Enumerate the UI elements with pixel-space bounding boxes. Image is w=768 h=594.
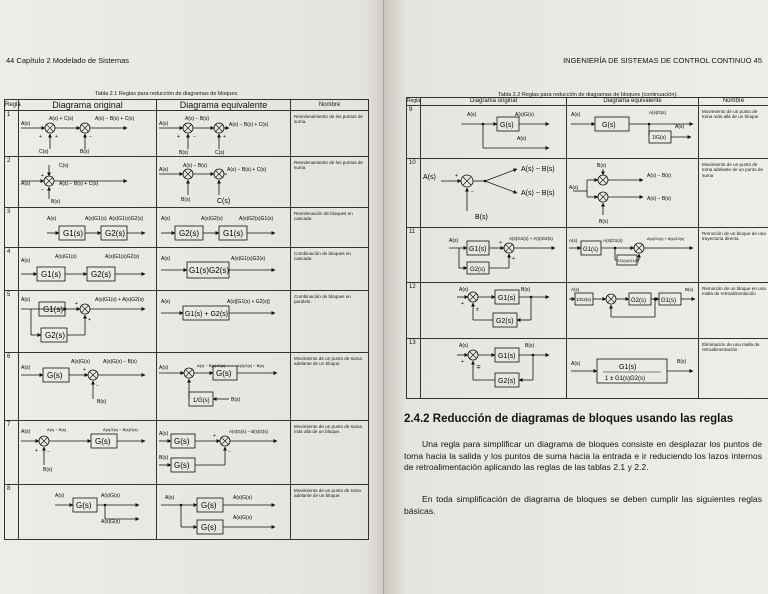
section-title: 2.4.2 Reducción de diagramas de bloques usando las reglas	[404, 413, 734, 425]
signal-label: A(s)	[571, 361, 581, 367]
equivalent-diagram	[567, 106, 699, 159]
diagram-rule-8-original	[19, 485, 157, 539]
signal-label: G2(s)	[470, 267, 485, 273]
signal-label: B(s)	[525, 343, 535, 349]
signal-label: B(s)	[685, 287, 694, 292]
signal-label: A(s)G(s) − B(s)	[103, 359, 137, 365]
equivalent-diagram	[157, 485, 291, 540]
original-diagram	[19, 157, 157, 208]
signal-label: C(s)	[215, 150, 225, 156]
diagram-rule-3-equivalent	[157, 208, 291, 247]
original-diagram	[421, 228, 567, 283]
signal-label: A(s)G1(s)G2(s)	[109, 216, 144, 222]
signal-label: −	[193, 134, 196, 140]
signal-label: A(s)	[21, 181, 31, 187]
signal-label: G1(s)	[498, 353, 516, 360]
signal-label: B(s)	[181, 197, 191, 203]
signal-label: A(s)G(s)	[649, 110, 666, 115]
signal-label: A(s)	[159, 431, 169, 437]
diagram-rule-9-original	[421, 106, 567, 158]
signal-label: A(s)G2(s)	[201, 216, 223, 222]
diagram-rule-12-equivalent	[567, 283, 699, 338]
signal-label: A(s)G1(s)G2(s)	[231, 256, 266, 262]
signal-label: G2(s)	[91, 270, 111, 279]
diagram-rule-7-original	[19, 421, 157, 484]
signal-label: A(s) − B(s) + C(s)	[229, 122, 269, 128]
equivalent-diagram	[157, 291, 291, 353]
table-row	[5, 248, 369, 291]
signal-label: −	[47, 449, 50, 455]
signal-label: +	[55, 134, 58, 140]
signal-label: G1(s)	[469, 246, 487, 253]
diagram-rule-11-original	[421, 228, 567, 282]
signal-label: A(s)	[517, 136, 527, 142]
rule-name: Eliminación de una malla de retroalimentación	[699, 339, 768, 399]
signal-label: A(s)	[459, 343, 469, 349]
signal-label: A(s)G(s) − B(s)G(s)	[103, 427, 138, 432]
diagram-rule-11-equivalent	[567, 228, 699, 282]
signal-label: A(s)G1(s)	[55, 254, 77, 260]
rule-number: 13	[407, 339, 421, 399]
equivalent-diagram	[567, 159, 699, 228]
signal-label: G2(s)	[45, 331, 65, 340]
table-row	[407, 106, 768, 159]
signal-label: A(s)	[47, 216, 57, 222]
signal-label: A(s)	[21, 365, 31, 371]
diagram-rule-5-original	[19, 291, 157, 352]
signal-label: G1(s) + G2(s)	[185, 311, 228, 318]
signal-label: −	[89, 134, 92, 140]
signal-label: 1/G(s)	[652, 135, 666, 141]
table-row	[407, 283, 768, 339]
signal-label: G(s)	[216, 369, 232, 378]
signal-label: A(s)G1(s)	[603, 238, 623, 243]
rule-name: Reordenación de bloques en cascada.	[291, 208, 369, 248]
signal-label: A(s) − B(s)/G(s)	[197, 363, 226, 368]
signal-label: +	[213, 433, 216, 439]
rule-number: 1	[5, 111, 19, 157]
signal-label: A(s)G1(s)	[85, 216, 107, 222]
signal-label: A(s) − B(s)	[47, 427, 67, 432]
original-diagram	[19, 485, 157, 540]
signal-label: B(s)	[231, 397, 241, 403]
signal-label: A(s) − B(s)	[647, 196, 672, 202]
signal-label: +	[88, 317, 91, 323]
rule-name: Movimiento de un punto de toma adelante de un bloque.	[291, 485, 369, 540]
signal-label: A(s) − B(s) + C(s)	[227, 167, 267, 173]
signal-label: +	[41, 173, 44, 179]
signal-label: ±	[476, 307, 479, 313]
table-caption-2-1: Tabla 2.1 Reglas para reducción de diagramas de bloques.	[95, 91, 239, 97]
signal-label: A(s)G(s)	[515, 112, 534, 118]
signal-label: G(s)	[174, 437, 190, 446]
signal-label: A(s)G1(s) + A(s)G2(s)	[95, 297, 144, 303]
signal-label: G1(s)	[63, 229, 83, 238]
rule-name: Combinación de bloques en paralelo.	[291, 291, 369, 353]
table-caption-2-2: Tabla 2.2 Reglas para reducción de diagramas de bloques (continuación).	[498, 92, 678, 98]
signal-label: B(s)	[475, 214, 488, 221]
signal-label: G(s)	[201, 501, 217, 510]
signal-label: A(s) − B(s)	[647, 173, 672, 179]
signal-label: G1(s)	[619, 364, 637, 371]
diagram-rule-13-equivalent	[567, 339, 699, 398]
signal-label: +	[461, 359, 464, 365]
diagram-rule-5-equivalent	[157, 291, 291, 352]
signal-label: 1 ± G1(s)G2(s)	[605, 376, 645, 382]
signal-label: B(s)	[179, 150, 189, 156]
table-row	[5, 208, 369, 248]
diagram-rule-1-original	[19, 111, 157, 156]
signal-label: +	[35, 448, 38, 454]
signal-label: G(s)	[201, 523, 217, 532]
col-header-rule: Regla	[5, 100, 19, 111]
signal-label: A(s)	[165, 495, 175, 501]
signal-label: G1(s)	[583, 247, 598, 253]
rule-name: Movimiento de un punto de suma adelante de un bloque.	[291, 353, 369, 421]
signal-label: C(s)	[59, 163, 69, 169]
signal-label: A(s) − B(s) + C(s)	[59, 181, 99, 187]
signal-label: A(s) − B(s)	[521, 166, 555, 173]
rule-number: 2	[5, 157, 19, 208]
col-header-name: Nombre	[291, 100, 369, 111]
rule-number: 9	[407, 106, 421, 159]
signal-label: G2(s)	[498, 378, 516, 385]
equivalent-diagram	[157, 157, 291, 208]
rule-number: 3	[5, 208, 19, 248]
signal-label: +	[39, 134, 42, 140]
signal-label: G(s)	[500, 122, 514, 129]
rule-number: 5	[5, 291, 19, 353]
table-row	[5, 421, 369, 485]
diagram-rule-9-equivalent	[567, 106, 699, 158]
rule-name: Movimiento de un punto de toma más allá de un bloque	[699, 106, 768, 159]
table-row	[407, 228, 768, 283]
equivalent-diagram	[157, 353, 291, 421]
signal-label: G1(s)	[223, 229, 243, 238]
diagram-rule-8-equivalent	[157, 485, 291, 539]
signal-label: G1(s)G2(s)	[189, 266, 229, 275]
signal-label: G(s)	[76, 501, 92, 510]
signal-label: G1(s)	[43, 305, 63, 314]
signal-label: A(s)G(s) − B(s)G(s)	[229, 429, 269, 434]
diagram-rule-1-equivalent	[157, 111, 291, 156]
rule-number: 10	[407, 159, 421, 228]
signal-label: A(s)	[159, 121, 169, 127]
col-header-original: Diagrama original	[19, 100, 157, 111]
signal-label: A(s)G2(s)G1(s)	[239, 216, 274, 222]
rule-number: 12	[407, 283, 421, 339]
original-diagram	[421, 339, 567, 399]
signal-label: A(s)	[423, 174, 436, 181]
signal-label: A(s)	[161, 216, 171, 222]
signal-label: −	[228, 449, 231, 455]
diagram-rule-6-original	[19, 353, 157, 420]
signal-line	[485, 181, 517, 193]
signal-label: G2(s)	[179, 229, 199, 238]
rule-number: 8	[5, 485, 19, 540]
col-header-original: Diagrama original	[421, 98, 567, 106]
signal-label: A(s)G1(s) + A(s)G2(s)	[647, 237, 685, 241]
col-header-name: Nombre	[699, 98, 768, 106]
signal-label: A(s) − B(s)	[183, 163, 208, 169]
signal-label: +	[75, 301, 78, 307]
table-2-2	[406, 97, 768, 399]
signal-label: A(s)	[21, 297, 31, 303]
signal-label: A(s)G(s)	[233, 495, 252, 501]
signal-label: A(s)G(s)	[71, 359, 90, 365]
signal-label: +	[177, 134, 180, 140]
rule-name: Reordenamiento de los puntos de suma.	[291, 111, 369, 157]
signal-label: −	[96, 383, 99, 389]
signal-label: B(s)	[97, 399, 107, 405]
table-row	[5, 157, 369, 208]
paragraph-1: Una regla para simplificar un diagrama de bloques consiste en desplazar los puntos de toma hacia la salida y los puntos de suma hacia la entrada e ir reduciendo los lazos internos de retroalimentación aplicando las reglas de las tablas 2.1 y 2.2.	[404, 439, 762, 472]
signal-label: −	[41, 187, 44, 193]
diagram-rule-13-original	[421, 339, 567, 398]
signal-label: A(s)[G1(s) + G2(s)]	[227, 299, 270, 305]
signal-label: G1(s)	[41, 270, 61, 279]
col-header-rule: Regla	[407, 98, 421, 104]
diagram-rule-3-original	[19, 208, 157, 247]
signal-label: +	[461, 301, 464, 307]
signal-label: A(s) + C(s)	[49, 116, 74, 122]
signal-label: B(s)	[51, 199, 61, 205]
table-row	[5, 485, 369, 540]
running-head-left: 44 Capítulo 2 Modelado de Sistemas	[6, 56, 129, 65]
table-row	[5, 111, 369, 157]
signal-label: A(s)	[21, 258, 31, 264]
signal-label: A(s)G(s)	[233, 515, 252, 521]
signal-label: B(s)	[521, 287, 531, 293]
rule-name: Remoción de un bloque de una trayectoria directa	[699, 228, 768, 283]
table-header	[407, 98, 768, 106]
running-head-right: INGENIERÍA DE SISTEMAS DE CONTROL CONTINUO 45	[563, 56, 762, 65]
signal-label: A(s)G1(s)G2(s)	[105, 254, 140, 260]
takeoff-point	[484, 180, 487, 183]
signal-label: A(s)	[159, 167, 169, 173]
equivalent-diagram	[157, 248, 291, 291]
table-row	[5, 291, 369, 353]
table-row	[5, 353, 369, 421]
signal-label: A(s)	[467, 112, 477, 118]
rule-number: 11	[407, 228, 421, 283]
rule-name: Remoción de un bloque en una malla de retroalimentación	[699, 283, 768, 339]
col-header-equivalent: Diagrama equivalente	[567, 98, 699, 106]
signal-label: A(s) − B(s)	[521, 190, 555, 197]
diagram-rule-4-original	[19, 248, 157, 290]
signal-label: A(s)	[161, 299, 171, 305]
equivalent-diagram	[157, 421, 291, 485]
signal-label: B(s)	[597, 163, 607, 169]
signal-label: A(s)G1(s) + A(s)G2(s)	[509, 236, 553, 241]
diagram-rule-10-equivalent	[567, 159, 699, 227]
original-diagram	[421, 106, 567, 159]
signal-label: A(s)	[569, 185, 579, 191]
signal-label: A(s)G(s)	[101, 493, 120, 499]
signal-label: +	[499, 240, 502, 246]
signal-label: G2(s)	[496, 318, 514, 325]
signal-label: A(s)	[571, 112, 581, 118]
signal-label: A(s)	[569, 238, 578, 243]
original-diagram	[19, 208, 157, 248]
signal-label: A(s) − B(s)	[185, 116, 210, 122]
signal-label: G(s)	[95, 437, 111, 446]
rule-number: 7	[5, 421, 19, 485]
signal-label: −	[471, 189, 474, 195]
signal-label: +	[455, 173, 458, 179]
signal-label: A(s)G(s)	[101, 519, 120, 525]
original-diagram	[421, 159, 567, 228]
table-header	[5, 100, 369, 111]
signal-label: A(s)	[675, 124, 685, 130]
diagram-rule-2-original	[19, 157, 157, 207]
diagram-rule-2-equivalent	[157, 157, 291, 207]
signal-label: +	[83, 367, 86, 373]
signal-label: B(s)	[599, 219, 609, 225]
signal-label: 1/G2(s)	[576, 297, 592, 302]
signal-label: B(s)	[80, 149, 90, 155]
signal-label: G(s)	[47, 371, 63, 380]
rule-name: Combinación de bloques en cascada.	[291, 248, 369, 291]
signal-label: G(s)	[174, 461, 190, 470]
signal-label: A(s) − B(s) + C(s)	[95, 116, 135, 122]
signal-label: B(s)	[43, 467, 53, 473]
signal-label: ∓	[476, 365, 482, 371]
signal-label: A(s)	[161, 256, 171, 262]
signal-label: B(s)	[677, 359, 687, 365]
signal-label: G(s)	[602, 122, 616, 129]
original-diagram	[19, 111, 157, 157]
diagram-rule-7-equivalent	[157, 421, 291, 484]
signal-label: A(s)	[21, 121, 31, 127]
signal-label: A(s)	[55, 493, 65, 499]
signal-label: G2(s)	[631, 298, 646, 304]
rule-name: Movimiento de un punto de toma adelante de un punto de suma	[699, 159, 768, 228]
original-diagram	[19, 248, 157, 291]
original-diagram	[421, 283, 567, 339]
signal-label: G1(s)	[498, 295, 516, 302]
table-row	[407, 339, 768, 399]
signal-label: A(s)G(s) − B(s)	[237, 363, 264, 368]
signal-label: C(s)	[217, 198, 231, 205]
rule-number: 4	[5, 248, 19, 291]
equivalent-diagram	[157, 208, 291, 248]
original-diagram	[19, 291, 157, 353]
col-header-equivalent: Diagrama equivalente	[157, 100, 291, 111]
signal-label: G1(s)	[661, 298, 676, 304]
equivalent-diagram	[567, 339, 699, 399]
rule-number: 6	[5, 353, 19, 421]
signal-line	[485, 169, 517, 181]
signal-label: +	[512, 256, 515, 262]
equivalent-diagram	[157, 111, 291, 157]
paragraph-2: En toda simplificación de diagrama de bloques se deben cumplir las siguientes reglas básicas.	[404, 494, 762, 516]
signal-label: G2(s)/G1(s)	[618, 258, 640, 263]
signal-label: B(s)	[159, 455, 169, 461]
equivalent-diagram	[567, 283, 699, 339]
signal-label: G2(s)	[105, 229, 125, 238]
table-row	[407, 159, 768, 228]
signal-label: 1/G(s)	[193, 398, 210, 404]
signal-label: A(s)	[21, 429, 31, 435]
signal-label: A(s)	[449, 238, 459, 244]
signal-label: C(s)	[39, 149, 49, 155]
signal-label: A(s)	[159, 365, 169, 371]
diagram-rule-6-equivalent	[157, 353, 291, 420]
signal-label: A(s)	[459, 287, 469, 293]
original-diagram	[19, 421, 157, 485]
equivalent-diagram	[567, 228, 699, 283]
rule-name: Reordenamiento de los puntos de suma.	[291, 157, 369, 208]
signal-label: +	[223, 134, 226, 140]
rule-name: Movimiento de un punto de suma más allá de un bloque.	[291, 421, 369, 485]
signal-label: A(s)	[571, 287, 580, 292]
diagram-rule-12-original	[421, 283, 567, 338]
original-diagram	[19, 353, 157, 421]
diagram-rule-10-original	[421, 159, 567, 227]
table-2-1	[4, 99, 369, 540]
diagram-rule-4-equivalent	[157, 248, 291, 290]
